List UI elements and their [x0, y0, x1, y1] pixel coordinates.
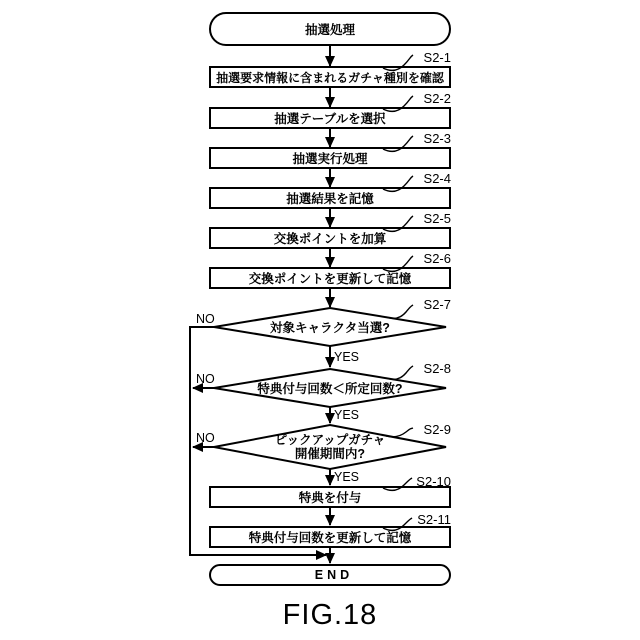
branch-yes-s2-8: YES	[334, 408, 360, 422]
process-label-s2-4: 抽選結果を記憶	[286, 192, 374, 206]
step-ref-s2-6: S2-6	[423, 251, 451, 266]
decision-label-s2-9-line2: 開催期間内?	[294, 447, 366, 461]
process-label-s2-2: 抽選テーブルを選択	[274, 112, 386, 126]
process-label-s2-11: 特典付与回数を更新して記憶	[248, 531, 412, 545]
start-terminal-label: 抽選処理	[304, 23, 355, 37]
decision-label-s2-8: 特典付与回数＜所定回数?	[257, 382, 403, 396]
branch-no-s2-8: NO	[196, 372, 215, 386]
decision-label-s2-9	[230, 433, 430, 461]
step-ref-s2-9: S2-9	[423, 422, 451, 437]
step-ref-s2-10: S2-10	[416, 474, 451, 489]
process-label-s2-1: 抽選要求情報に含まれるガチャ種別を確認	[216, 70, 444, 85]
figure-caption: FIG.18	[282, 598, 378, 631]
decision-label-s2-7: 対象キャラクタ当選?	[270, 321, 390, 335]
branch-yes-s2-7: YES	[334, 350, 360, 364]
process-label-s2-10: 特典を付与	[298, 491, 362, 505]
step-ref-s2-2: S2-2	[423, 91, 451, 106]
step-ref-s2-3: S2-3	[423, 131, 451, 146]
step-ref-s2-5: S2-5	[423, 211, 451, 226]
step-ref-s2-4: S2-4	[423, 171, 451, 186]
end-terminal-label: END	[314, 568, 354, 582]
process-label-s2-6: 交換ポイントを更新して記憶	[248, 272, 412, 286]
branch-yes-s2-9: YES	[334, 470, 360, 484]
step-ref-s2-11: S2-11	[417, 512, 451, 527]
step-ref-s2-1: S2-1	[423, 50, 451, 65]
branch-no-s2-7: NO	[196, 312, 215, 326]
step-ref-s2-8: S2-8	[423, 361, 451, 376]
decision-label-s2-9-line1: ピックアップガチャ	[274, 433, 386, 447]
branch-no-s2-9: NO	[196, 431, 215, 445]
process-label-s2-5: 交換ポイントを加算	[273, 232, 387, 246]
process-label-s2-3: 抽選実行処理	[292, 152, 368, 166]
step-ref-s2-7: S2-7	[423, 297, 451, 312]
